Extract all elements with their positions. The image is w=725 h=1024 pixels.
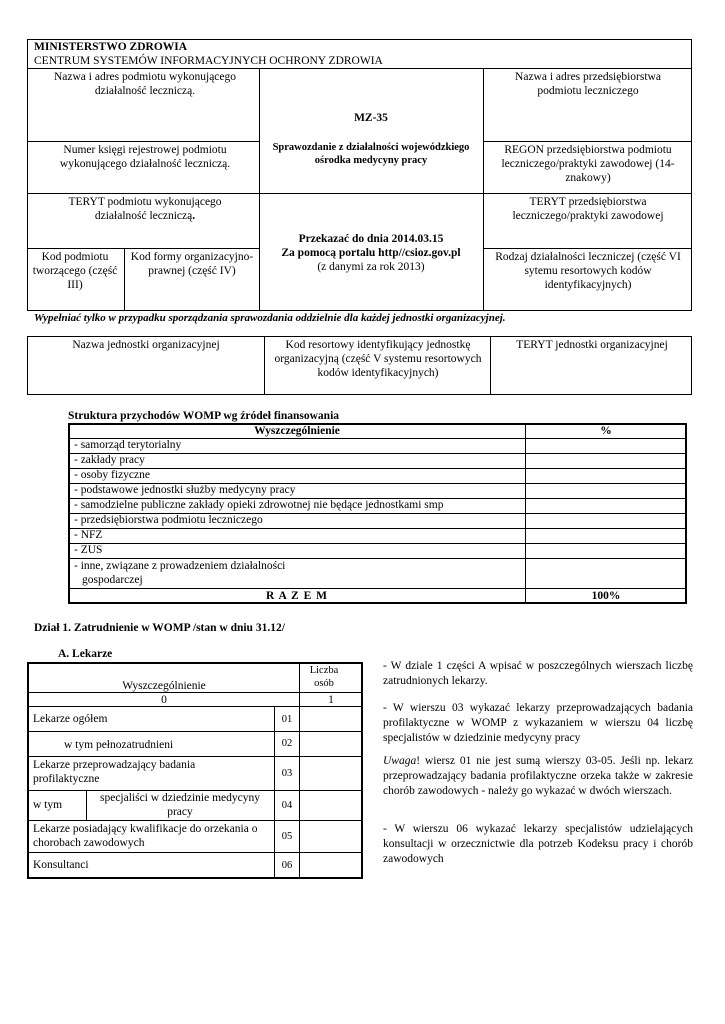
note-3 [383,754,693,799]
data-year: (z danymi za rok 2013) [317,261,425,273]
doctors-idx-0: 0 [161,694,167,706]
income-total-value: 100% [591,590,621,602]
left-teryt-line1: TERYT podmiotu wykonującego [68,196,222,208]
income-row: - NFZ [74,529,103,541]
doctors-col-count: Liczba osób [309,665,339,689]
doctors-row-01-label: Lekarze ogółem [33,713,108,725]
left-teryt-line2: działalność leczniczą [94,210,193,222]
org-note: Wypełniać tylko w przypadku sporządzania sprawozdania oddzielnie dla każdej jednostki organizacyjnej. [34,312,506,324]
portal: Za pomocą portalu http//csioz.gov.pl [281,247,461,259]
income-row-other: - inne, związane z prowadzeniem działalności gospodarczej [74,560,286,586]
doctors-row-04-label: specjaliści w dziedzinie medycyny pracy [100,792,260,818]
section1-subtitle: A. Lekarze [58,648,113,660]
doctors-row-05-label: Lekarze posiadający kwalifikacje do orzekania o chorobach zawodowych [33,823,258,849]
left-name-address-label: Nazwa i adres podmiotu wykonującego działalność leczniczą. [53,71,237,97]
ministry-name: MINISTERSTWO ZDROWIA [34,41,188,53]
doctors-row-01-code: 01 [281,714,293,725]
income-col-desc: Wyszczególnienie [254,425,340,437]
doctors-row-05-code: 05 [281,831,293,842]
left-teryt-dot: . [192,210,196,222]
doctors-row-04-code: 04 [281,800,293,811]
doctors-row-06-code: 06 [281,860,293,871]
income-row: - samodzielne publiczne zakłady opieki zdrowotnej nie będące jednostkami smp [74,499,444,511]
deadline: Przekazać do dnia 2014.03.15 [298,233,444,245]
doctors-row-06-label: Konsultanci [33,859,89,871]
kod-podmiotu-label: Kod podmiotu tworzącego (część III) [32,251,118,291]
note-4: - W wierszu 06 wykazać lekarzy specjalistów udzielających konsultacji w orzecznictwie dla potrzeb Kodeksu pracy i chorób zawodowych [383,823,693,865]
doctors-row-03-label: Lekarze przeprowadzający badania profilaktyczne [33,759,196,785]
doctors-col-desc: Wyszczególnienie [122,680,206,692]
note-1: - W dziale 1 części A wpisać w poszczególnych wierszach liczbę zatrudnionych lekarzy. [383,660,693,687]
income-row: - przedsiębiorstwa podmiotu leczniczego [74,514,263,526]
form-title: Sprawozdanie z działalności wojewódzkiego ośrodka medycyny pracy [272,142,470,166]
org-teryt-header: TERYT jednostki organizacyjnej [516,339,668,351]
income-row: - podstawowe jednostki służby medycyny pracy [74,484,296,496]
center-name: CENTRUM SYSTEMÓW INFORMACYJNYCH OCHRONY ZDROWIA [34,55,383,67]
org-name-header: Nazwa jednostki organizacyjnej [72,339,220,351]
left-registry-label: Numer księgi rejestrowej podmiotu wykonującego działalność leczniczą. [59,144,231,170]
note-3-text: ! wiersz 01 nie jest sumą wierszy 03-05. Jeśli np. lekarz przeprowadzający badania profilaktyczne orzeka także w zakresie chorób zawodowych - należy go wykazać w dwóch wierszach. [383,755,693,797]
org-code-header: Kod resortowy identyfikujący jednostkę organizacyjną (część V systemu resortowych kodów identyfikacyjnych) [274,339,482,379]
income-row: - ZUS [74,544,103,556]
right-rodzaj-label: Rodzaj działalności leczniczej (część VI sytemu resortowych kodów identyfikacyjnych) [495,251,681,291]
right-regon-label: REGON przedsiębiorstwa podmiotu leczniczego/praktyki zawodowej (14-znakowy) [501,144,675,184]
right-teryt-label: TERYT przedsiębiorstwa leczniczego/praktyki zawodowej [512,196,664,222]
form-code: MZ-35 [354,112,388,124]
doctors-row-02-code: 02 [281,738,293,749]
doctors-row-04-prefix: w tym [33,799,63,811]
note-2: - W wierszu 03 wykazać lekarzy przeprowadzających badania profilaktyczne w WOMP z wykazaniem w wierszu 04 liczbę specjalistów w dziedzinie medycyny pracy [383,702,693,744]
income-row: - zakłady pracy [74,454,145,466]
doctors-idx-1: 1 [328,694,334,706]
section1-title: Dział 1. Zatrudnienie w WOMP /stan w dniu 31.12/ [34,622,285,634]
doctors-row-03-code: 03 [281,768,293,779]
income-col-pct: % [600,425,612,437]
income-row: - osoby fizyczne [74,469,150,481]
kod-formy-label: Kod formy organizacyjno-prawnej (część IV) [130,251,254,277]
note-3-warning: Uwaga [383,755,417,767]
income-row: - samorząd terytorialny [74,439,182,451]
right-name-address-label: Nazwa i adres przedsiębiorstwa podmiotu leczniczego [515,71,661,97]
left-teryt-label [40,195,250,223]
income-title: Struktura przychodów WOMP wg źródeł finansowania [68,410,340,422]
doctors-row-02-label: w tym pełnozatrudnieni [64,739,174,751]
income-total-label: R A Z E M [265,590,329,602]
